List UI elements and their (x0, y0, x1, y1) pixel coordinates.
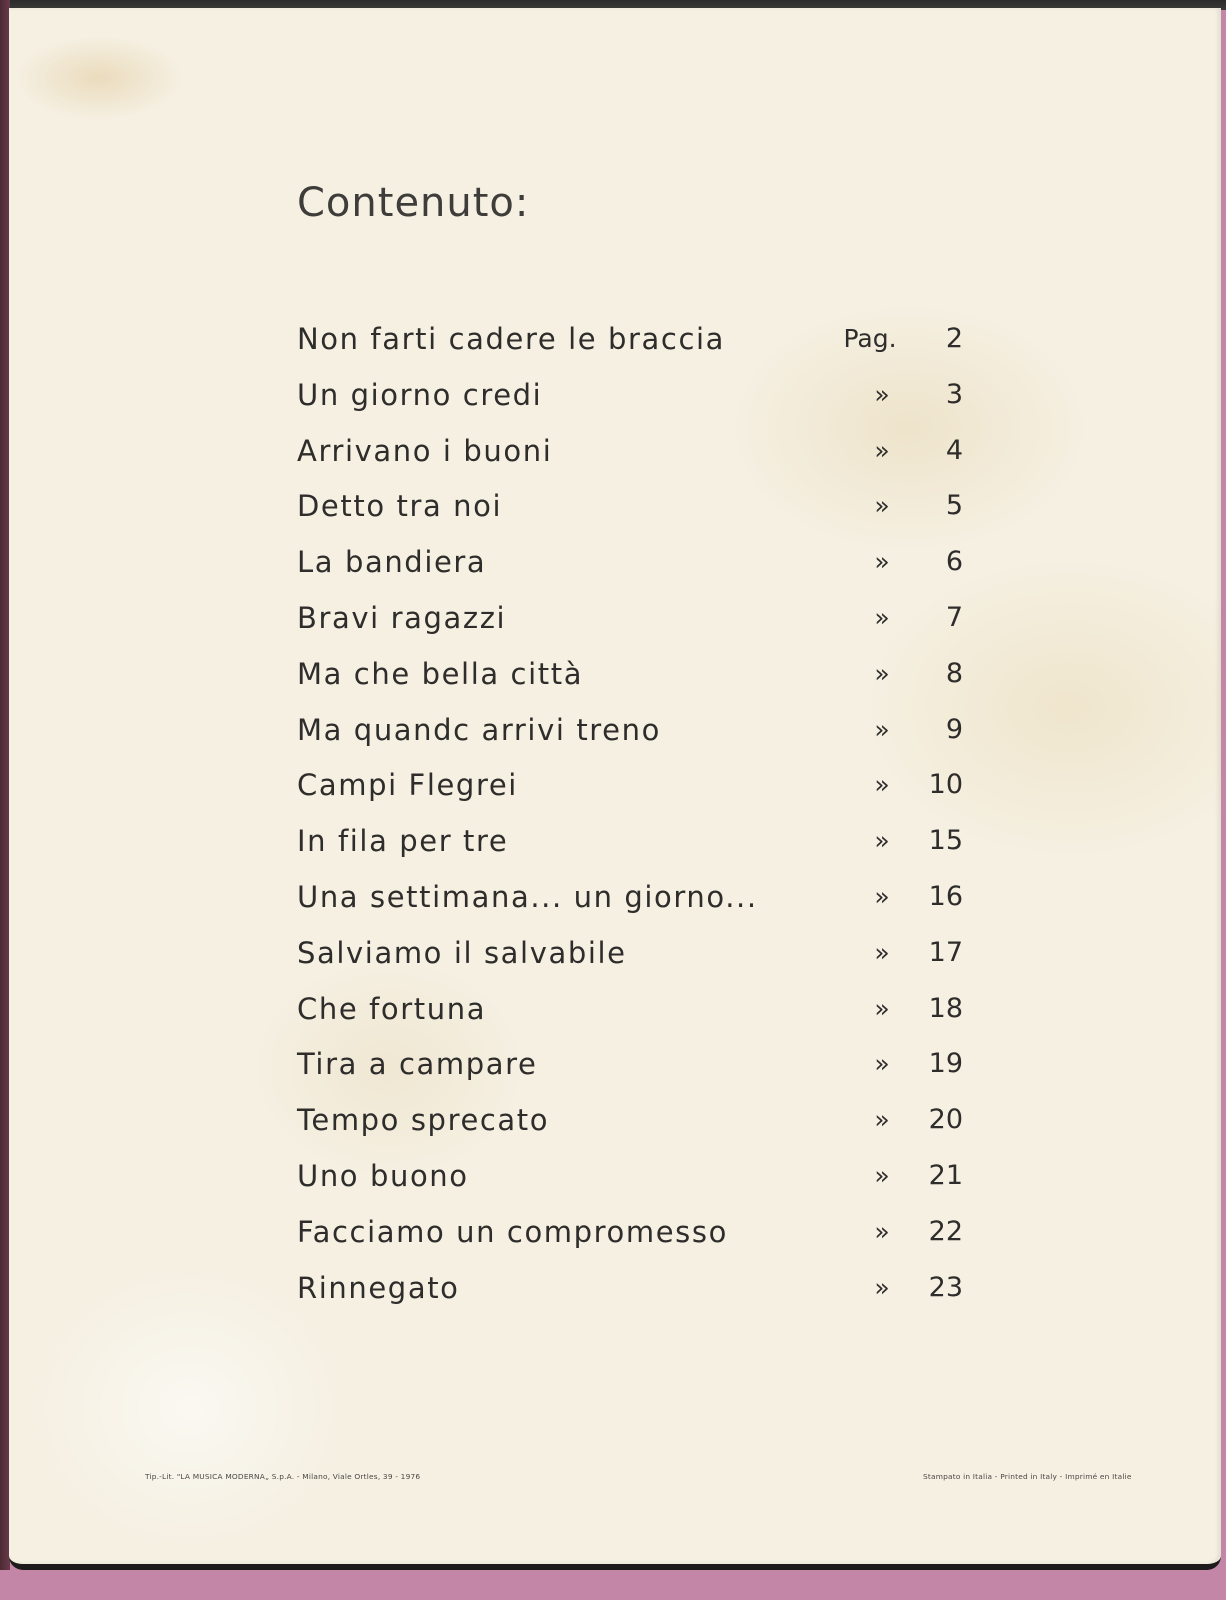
toc-entry-page-number: 23 (928, 1271, 963, 1303)
toc-entry-page-label: Pag. (843, 324, 897, 353)
toc-entry-page-number: 6 (945, 546, 963, 578)
toc-entry-title: Che fortuna (297, 991, 487, 1026)
toc-entry-title: Detto tra noi (297, 489, 503, 524)
toc-entry-page-number: 19 (928, 1048, 963, 1080)
ditto-mark-icon: » (874, 1216, 890, 1246)
toc-entry-page-number: 18 (928, 992, 963, 1024)
toc-entry (297, 600, 977, 656)
page-title: Contenuto: (297, 180, 530, 226)
toc-entry-title: Un giorno credi (297, 377, 543, 412)
toc-entry-title: Facciamo un compromesso (297, 1214, 728, 1249)
toc-entry-title: Rinnegato (297, 1270, 460, 1305)
ditto-mark-icon: » (874, 714, 890, 744)
toc-entry-page-number: 7 (945, 601, 963, 633)
ditto-mark-icon: » (874, 937, 890, 967)
ditto-mark-icon: » (874, 993, 890, 1023)
toc-entry-title: Ma quandc arrivi treno (297, 712, 661, 747)
toc-entry (297, 1046, 977, 1102)
toc-entry-page-number: 20 (928, 1104, 963, 1136)
toc-entry-page-number: 22 (928, 1215, 963, 1247)
toc-entry (297, 879, 977, 935)
ditto-mark-icon: » (874, 435, 890, 465)
ditto-mark-icon: » (874, 602, 890, 632)
table-of-contents (297, 321, 977, 1325)
toc-entry-page-number: 8 (945, 657, 963, 689)
toc-entry (297, 823, 977, 879)
toc-entry (297, 656, 977, 712)
toc-entry (297, 1102, 977, 1158)
toc-entry (297, 1214, 977, 1270)
ditto-mark-icon: » (874, 1160, 890, 1190)
toc-entry (297, 544, 977, 600)
toc-entry-page-number: 2 (945, 323, 963, 354)
toc-entry-title: Uno buono (297, 1158, 469, 1193)
document-page (9, 8, 1221, 1570)
ditto-mark-icon: » (874, 770, 890, 800)
toc-entry-page-number: 15 (928, 825, 963, 857)
ditto-mark-icon: » (874, 1049, 890, 1079)
toc-entry-title: Ma che bella città (297, 656, 584, 691)
toc-entry-page-number: 3 (945, 378, 963, 410)
toc-entry (297, 488, 977, 544)
printed-in-notice: Stampato in Italia - Printed in Italy - Imprimé en Italie (923, 1472, 1132, 1481)
toc-entry (297, 1158, 977, 1214)
ditto-mark-icon: » (874, 826, 890, 856)
toc-entry-title: In fila per tre (297, 824, 509, 859)
toc-entry-title: Non farti cadere le braccia (297, 322, 726, 356)
toc-entry-title: Arrivano i buoni (297, 433, 553, 468)
toc-entry (297, 935, 977, 991)
ditto-mark-icon: » (874, 379, 890, 409)
toc-entry-page-number: 9 (945, 713, 963, 745)
toc-entry-page-number: 16 (928, 880, 963, 912)
toc-entry-title: Campi Flegrei (297, 768, 518, 803)
toc-entry-page-number: 4 (945, 434, 963, 466)
toc-entry-page-number: 5 (945, 490, 963, 522)
toc-entry-page-number: 21 (928, 1159, 963, 1191)
toc-entry-title: Una settimana... un giorno... (297, 879, 758, 914)
toc-entry-title: Bravi ragazzi (297, 600, 507, 635)
toc-entry-title: Salviamo il salvabile (297, 935, 627, 970)
toc-entry (297, 377, 977, 433)
toc-entry (297, 991, 977, 1047)
toc-entry (297, 712, 977, 768)
toc-entry-title: La bandiera (297, 545, 487, 580)
toc-entry (297, 433, 977, 489)
ditto-mark-icon: » (874, 491, 890, 521)
toc-entry-page-number: 10 (928, 769, 963, 801)
ditto-mark-icon: » (874, 547, 890, 577)
ditto-mark-icon: » (874, 658, 890, 688)
toc-entry (297, 1270, 977, 1326)
ditto-mark-icon: » (874, 1272, 890, 1302)
printer-imprint: Tip.-Lit. "LA MUSICA MODERNA„ S.p.A. - Milano, Viale Ortles, 39 - 1976 (145, 1472, 421, 1481)
toc-entry-page-number: 17 (928, 936, 963, 968)
toc-entry-title: Tira a campare (297, 1047, 538, 1082)
toc-entry-title: Tempo sprecato (297, 1103, 550, 1138)
toc-entry (297, 321, 977, 377)
ditto-mark-icon: » (874, 1105, 890, 1135)
ditto-mark-icon: » (874, 881, 890, 911)
toc-entry (297, 767, 977, 823)
